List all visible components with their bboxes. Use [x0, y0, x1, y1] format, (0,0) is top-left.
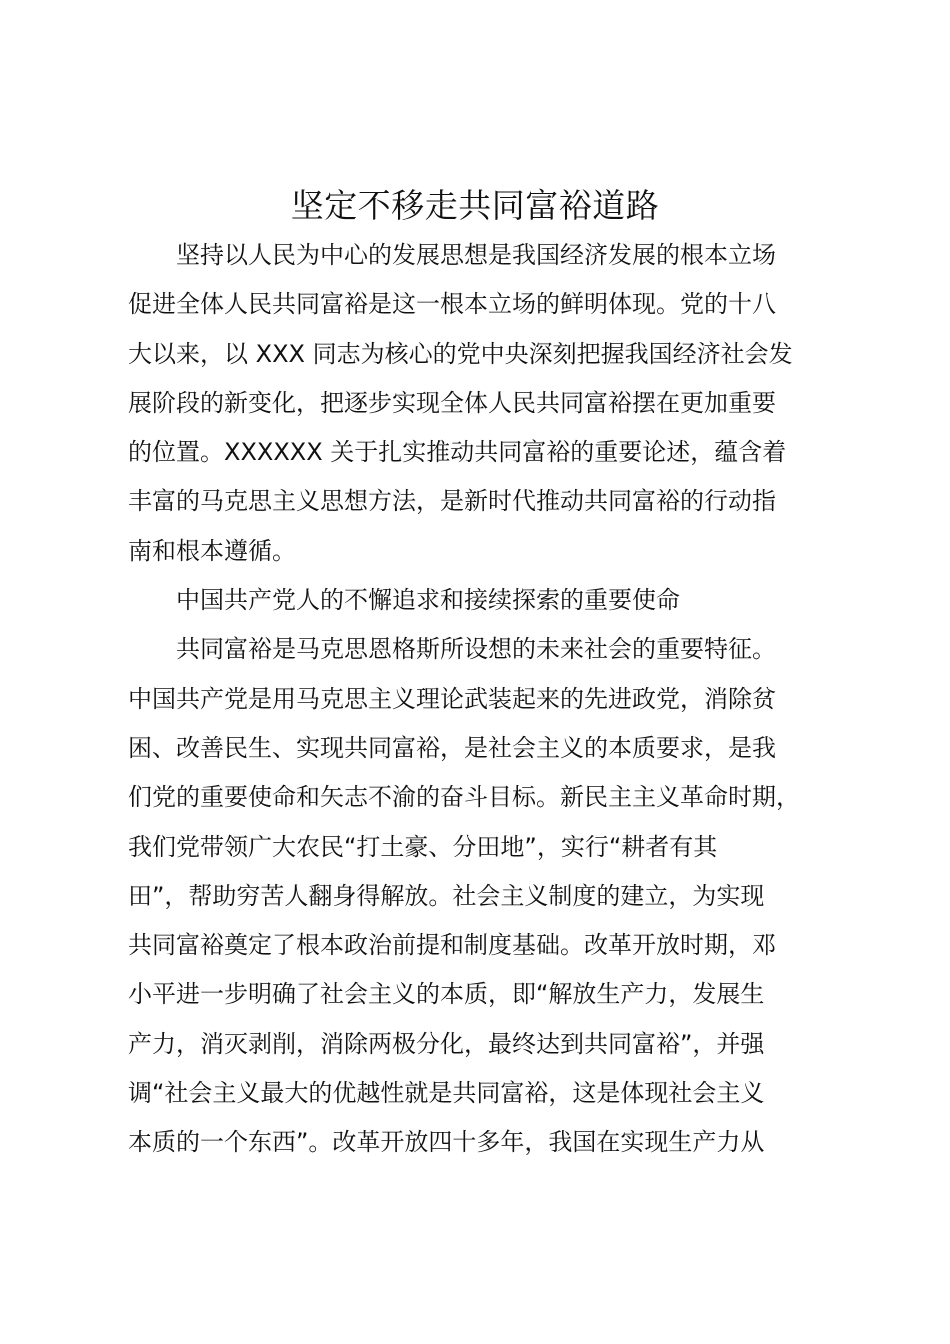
text-line: 促进全体人民共同富裕是这一根本立场的鲜明体现。党的十八 [128, 290, 776, 319]
text-line: 调“社会主义最大的优越性就是共同富裕，这是体现社会主义 [128, 1079, 765, 1108]
text-line: 丰富的马克思主义思想方法，是新时代推动共同富裕的行动指 [128, 487, 776, 516]
document-title: 坚定不移走共同富裕道路 [290, 186, 660, 225]
text-line: 们党的重要使命和矢志不渝的奋斗目标。新民主主义革命时期， [128, 783, 800, 812]
text-line: 我们党带领广大农民“打土豪、分田地”，实行“耕者有其 [128, 832, 718, 861]
text-line: 展阶段的新变化，把逐步实现全体人民共同富裕摆在更加重要 [128, 388, 776, 417]
section-heading: 中国共产党人的不懈追求和接续探索的重要使命 [176, 586, 680, 615]
text-line: 中国共产党是用马克思主义理论武装起来的先进政党，消除贫 [128, 684, 776, 713]
text-line: 共同富裕是马克思恩格斯所设想的未来社会的重要特征。 [176, 635, 776, 664]
text-line: 南和根本遵循。 [128, 536, 296, 565]
text-line: 共同富裕奠定了根本政治前提和制度基础。改革开放时期，邓 [128, 931, 776, 960]
paragraph-history [128, 625, 858, 1167]
document-body [128, 231, 858, 1168]
text-line: 困、改善民生、实现共同富裕，是社会主义的本质要求，是我 [128, 733, 776, 762]
text-line: 田”，帮助穷苦人翻身得解放。社会主义制度的建立，为实现 [128, 881, 765, 910]
text-line: 小平进一步明确了社会主义的本质，即“解放生产力，发展生 [128, 980, 765, 1009]
text-line: 本质的一个东西”。改革开放四十多年，我国在实现生产力从 [128, 1128, 765, 1157]
text-line: 大以来，以 XXX 同志为核心的党中央深刻把握我国经济社会发 [128, 339, 793, 368]
text-line: 产力，消灭剥削，消除两极分化，最终达到共同富裕”，并强 [128, 1029, 765, 1058]
text-line: 的位置。XXXXXX 关于扎实推动共同富裕的重要论述，蕴含着 [128, 438, 787, 467]
text-line: 坚持以人民为中心的发展思想是我国经济发展的根本立场 [176, 241, 776, 269]
paragraph-intro [128, 231, 858, 576]
